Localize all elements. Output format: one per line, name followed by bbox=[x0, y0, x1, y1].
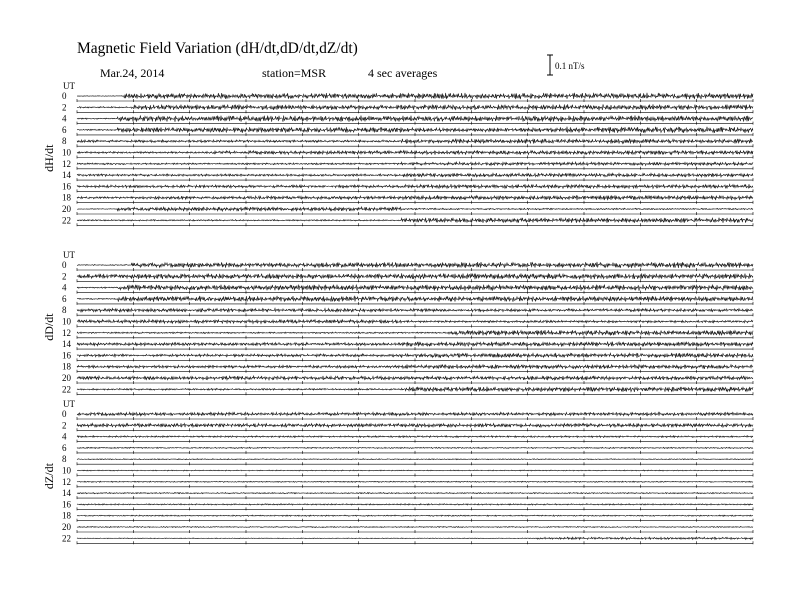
scale-bar-label: 0.1 nT/s bbox=[555, 61, 585, 71]
hour-tick-label: 20 bbox=[62, 373, 71, 383]
hour-tick-label: 0 bbox=[62, 91, 67, 101]
trace-line bbox=[77, 330, 753, 335]
trace-line bbox=[77, 376, 753, 380]
hour-tick-label: 20 bbox=[62, 204, 71, 214]
trace-line bbox=[77, 319, 753, 323]
hour-tick-label: 6 bbox=[62, 124, 67, 135]
chart-title: Magnetic Field Variation (dH/dt,dD/dt,dZ/dt) bbox=[77, 40, 358, 57]
hour-tick-label: 14 bbox=[62, 170, 71, 181]
hour-tick-label: 2 bbox=[62, 102, 67, 113]
trace-line bbox=[77, 195, 753, 200]
hour-tick-label: 16 bbox=[62, 181, 71, 192]
y-axis-label: dD/dt bbox=[42, 313, 56, 341]
hour-tick-label: 22 bbox=[62, 384, 71, 395]
trace-line bbox=[77, 459, 753, 460]
hour-tick-label: 0 bbox=[62, 409, 67, 419]
trace-line bbox=[77, 262, 753, 268]
panels-group bbox=[42, 81, 753, 544]
hour-tick-label: 12 bbox=[62, 158, 71, 169]
hour-tick-label: 8 bbox=[62, 305, 67, 316]
hour-tick-label: 10 bbox=[62, 316, 71, 327]
y-axis-label: dH/dt bbox=[42, 144, 56, 172]
averaging-label: 4 sec averages bbox=[368, 66, 438, 80]
station-label: station=MSR bbox=[262, 66, 327, 80]
hour-tick-label: 18 bbox=[62, 361, 71, 372]
hour-tick-label: 20 bbox=[62, 522, 71, 532]
trace-line bbox=[77, 387, 753, 392]
hour-tick-label: 6 bbox=[62, 442, 67, 453]
hour-tick-label: 18 bbox=[62, 192, 71, 203]
hour-tick-label: 22 bbox=[62, 533, 71, 544]
hour-tick-label: 16 bbox=[62, 499, 71, 510]
y-axis-label: dZ/dt bbox=[42, 463, 56, 490]
trace-line bbox=[77, 504, 753, 506]
trace-line bbox=[77, 273, 753, 279]
hour-tick-label: 14 bbox=[62, 488, 71, 499]
hour-tick-label: 18 bbox=[62, 510, 71, 521]
trace-line bbox=[77, 353, 753, 358]
hour-tick-label: 8 bbox=[62, 136, 67, 147]
ut-axis-label: UT bbox=[63, 399, 75, 409]
trace-line bbox=[77, 470, 753, 471]
hour-tick-label: 2 bbox=[62, 271, 67, 282]
trace-line bbox=[77, 162, 753, 166]
hour-tick-label: 12 bbox=[62, 476, 71, 487]
trace-line bbox=[77, 150, 753, 154]
ut-axis-label: UT bbox=[63, 250, 75, 260]
trace-line bbox=[77, 492, 753, 493]
scale-bar bbox=[547, 55, 585, 75]
trace-line bbox=[77, 447, 753, 448]
panel-dD-dt bbox=[42, 250, 753, 395]
hour-tick-label: 2 bbox=[62, 420, 67, 431]
trace-line bbox=[77, 481, 753, 482]
date-label: Mar.24, 2014 bbox=[100, 66, 165, 80]
trace-line bbox=[77, 296, 753, 302]
trace-line bbox=[77, 436, 753, 438]
trace-line bbox=[77, 104, 753, 110]
trace-line bbox=[77, 93, 753, 99]
trace-line bbox=[77, 115, 753, 121]
trace-line bbox=[77, 127, 753, 133]
trace-line bbox=[77, 537, 753, 539]
trace-line bbox=[77, 364, 753, 369]
hour-tick-label: 6 bbox=[62, 293, 67, 304]
trace-line bbox=[77, 207, 753, 211]
hour-tick-label: 4 bbox=[62, 431, 67, 442]
panel-dH-dt bbox=[42, 81, 753, 226]
hour-tick-label: 12 bbox=[62, 327, 71, 338]
hour-tick-label: 16 bbox=[62, 350, 71, 361]
hour-tick-label: 8 bbox=[62, 454, 67, 465]
trace-line bbox=[77, 412, 753, 416]
trace-line bbox=[77, 184, 753, 188]
hour-tick-label: 22 bbox=[62, 215, 71, 226]
trace-line bbox=[77, 423, 753, 427]
hour-tick-label: 4 bbox=[62, 282, 67, 293]
trace-line bbox=[77, 285, 753, 291]
hour-tick-label: 14 bbox=[62, 339, 71, 350]
hour-tick-label: 4 bbox=[62, 113, 67, 124]
hour-tick-label: 10 bbox=[62, 465, 71, 476]
trace-line bbox=[77, 308, 753, 312]
ut-axis-label: UT bbox=[63, 81, 75, 91]
trace-line bbox=[77, 515, 753, 516]
hour-tick-label: 0 bbox=[62, 260, 67, 270]
trace-line bbox=[77, 139, 753, 144]
trace-line bbox=[77, 342, 753, 347]
hour-tick-label: 10 bbox=[62, 147, 71, 158]
trace-line bbox=[77, 218, 753, 223]
trace-line bbox=[77, 173, 753, 177]
trace-line bbox=[77, 526, 753, 527]
panel-dZ-dt bbox=[42, 399, 753, 544]
